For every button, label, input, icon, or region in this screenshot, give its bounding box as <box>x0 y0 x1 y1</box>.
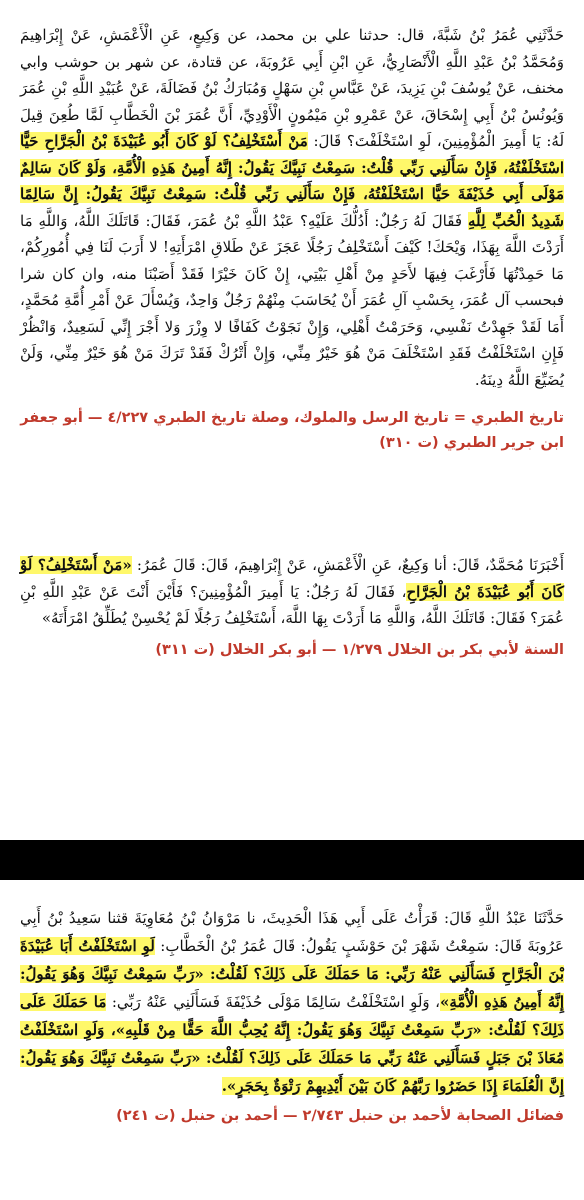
excerpt-panel-ahmad <box>0 880 584 1200</box>
source-citation: فضائل الصحابة لأحمد بن حنبل ٢/٧٤٣ — أحمد بن حنبل (ت ٢٤١) <box>116 1108 564 1124</box>
text-run: ، فَقَالَ لَهُ رَجُلٌ: يَا أَمِيرَ الْمُؤْمِنِينَ؟ فَأَيْنَ أَنْتَ عَنْ عَبْدِ اللَّهِ بْنِ عُمَرَ؟ فَقَالَ: قَاتَلَكَ اللَّهُ، وَاللَّهِ مَا أَرَدْتَ بِهَا اللَّهَ، أَسْتَخْلِفُ رَجُلًا لَمْ يُحْسِنْ يُطَلِّقُ امْرَأَتَهُ» <box>20 582 564 627</box>
highlighted-text-run: مَنْ أَسْتَخْلِفُ؟ لَوْ كَانَ أَبُو عُبَيْدَةَ بْنُ الْجَرَّاحِ حَيًّا اسْتَخْلَفْتُهُ، فَإِنْ سَأَلَنِي رَبِّي قُلْتُ: سَمِعْتُ نَبِيَّكَ يَقُولُ: إِنَّهُ أَمِينُ هَذِهِ الْأُمَّةِ، وَلَوْ كَانَ سَالِمٌ مَوْلَى أَبِي حُذَيْفَةَ حَيًّا اسْتَخْلَفْتُهُ، فَإِنْ سَأَلَنِي رَبِّي قُلْتُ: سَمِعْتُ نَبِيَّكَ يَقُولُ: إِنَّ سَالِمًا شَدِيدُ الْحُبِّ لِلَّهِ <box>20 132 564 230</box>
text-run: فَقَالَ لَهُ رَجُلٌ: أَدُلُّكَ عَلَيْهِ؟ عَبْدُ اللَّهِ بْنُ عُمَرَ، فَقَالَ: قَاتَلَكَ اللَّهُ، وَاللَّهِ مَا أَرَدْتَ اللَّهَ بِهَذَا، وَيْحَكَ! كَيْفَ أَسْتَخْلِفُ رَجُلًا عَجَزَ عَنْ طَلاقِ امْرَأَتِهِ! لا أَرَبَ لَنَا فِي أُمُورِكُمْ، مَا حَمِدْتُهَا فَأَرْغَبَ فِيهَا لأَحَدٍ مِنْ أَهْلِ بَيْتِي، إِنْ كَانَ خَيْرًا فَقَدْ أَصَبْنَا منه، وان كان شرا فبحسب آل عُمَرَ، بِحَسْبِ آلِ عُمَرَ أَنْ يُحَاسَبَ مِنْهُمْ رَجُلٌ وَاحِدٌ، وَيُسْأَلَ عَنْ أَمْرِ أُمَّةِ مُحَمَّدٍ، أَمَا لَقَدْ جَهِدْتُ نَفْسِي، وَحَرَمْتُ أَهْلِي، وَإِنْ نَجَوْتُ كَفَافًا لا وِزْرَ وَلا أَجْرَ إِنِّي لَسَعِيدٌ، وَانْظُرْ فَإِنِ اسْتَخْلَفْتُ فَقَدِ اسْتَخْلَفَ مَنْ هُوَ خَيْرٌ مِنِّي، وَإِنْ أَتْرُكْ فَقَدْ تَرَكَ مَنْ هُوَ خَيْرٌ مِنِّي، وَلَنْ يُضَيِّعَ اللَّهُ دِينَهُ. <box>20 211 564 389</box>
text-run: حَدَّثَنَا عَبْدُ اللَّهِ قَالَ: قَرَأْتُ عَلَى أَبِي هَذَا الْحَدِيثَ، نا مَرْوَانُ بْنُ مُعَاوِيَةَ قثنا سَعِيدُ بْنُ أَبِي عَرُوبَةَ قَالَ: سَمِعْتُ شَهْرَ بْنَ حَوْشَبٍ يَقُولُ: قَالَ عُمَرُ بْنُ الْخَطَّابِ: <box>20 909 564 955</box>
highlighted-text-run: مَا حَمَلَكَ عَلَى ذَلِكَ؟ لَقُلْتُ: «رَبِّ سَمِعْتُ نَبِيَّكَ وَهُوَ يَقُولُ: إِنَّهُ يُحِبُّ اللَّهَ حَقًّا مِنْ قَلْبِهِ»، وَلَوِ اسْتَخْلَفْتُ مُعَاذَ بْنَ جَبَلٍ فَسَأَلَنِي عَنْهُ رَبِّي مَا حَمَلَكَ عَلَى ذَلِكَ؟ لَقُلْتُ: «رَبِّ سَمِعْتُ نَبِيَّكَ وَهُوَ يَقُولُ: إِنَّ الْعُلَمَاءَ إِذَا حَضَرُوا رَبَّهُمْ كَانَ بَيْنَ أَيْدِيهِمْ رَتْوَةٌ بِحَجَرٍ». <box>20 993 564 1095</box>
text-run: ، وَلَوِ اسْتَخْلَفْتُ سَالِمًا مَوْلَى حُذَيْفَةَ فَسَأَلَنِي عَنْهُ رَبِّي: <box>106 993 440 1011</box>
excerpt-panel-khallal <box>0 530 584 840</box>
text-run: حَدَّثَنِي عُمَرُ بْنُ شَبَّةَ، قال: حدثنا علي بن محمد، عن وَكِيعٍ، عَنِ الْأَعْمَشِ، عَنْ إِبْرَاهِيمَ وَمُحَمَّدُ بْنُ عَبْدِ اللَّهِ الْأَنْصَارِيُّ، عَنِ ابْنِ أَبِي عَرُوبَةَ، عن قتادة، عن شهر بن حوشب وابي مخنف، عَنْ يُوسُفَ بْنِ يَزِيدَ، عَنْ عَبَّاسِ بْنِ سَهْلٍ وَمُبَارَكُ بْنُ فَضَالَةَ، عَنْ عُبَيْدِ اللَّهِ بْنِ عُمَرَ وَيُونُسُ بْنُ أَبِي إِسْحَاقَ، عَنْ عَمْرِو بْنِ مَيْمُونٍ الْأَوْدِيِّ، أَنَّ عُمَرَ بْنَ الْخَطَّابِ لَمَّا طُعِنَ قِيلَ لَهُ: يَا أَمِيرَ الْمُؤْمِنِينَ، لَوِ اسْتَخْلَفْتَ؟ قَالَ: <box>20 26 565 150</box>
source-citation: تاريخ الطبري = تاريخ الرسل والملوك، وصلة تاريخ الطبري ٤/٢٢٧ — أبو جعفر ابن جرير الطبري (ت ٣١٠) <box>20 410 564 451</box>
excerpt-text <box>0 530 584 632</box>
excerpt-text <box>0 880 584 1100</box>
source-citation: السنة لأبي بكر بن الخلال ١/٢٧٩ — أبو بكر الخلال (ت ٣١١) <box>155 641 564 658</box>
excerpt-text <box>0 0 584 393</box>
highlighted-text-run: «مَنْ أَسْتَخْلِفُ؟ لَوْ كَانَ أَبُو عُبَيْدَةَ بْنُ الْجَرَّاحِ <box>20 556 564 601</box>
excerpt-panel-tabari <box>0 0 584 530</box>
highlighted-text-run: لَوِ اسْتَخْلَفْتُ أَبَا عُبَيْدَةَ بْنَ الْجَرَّاحِ فَسَأَلَنِي عَنْهُ رَبِّي: مَا حَمَلَكَ عَلَى ذَلِكَ؟ لَقُلْتُ: «رَبِّ سَمِعْتُ نَبِيَّكَ وَهُوَ يَقُولُ: إِنَّهُ أَمِينُ هَذِهِ الْأُمَّةِ» <box>20 937 564 1011</box>
text-run: أَخْبَرَنَا مُحَمَّدٌ، قَالَ: أنا وَكِيعٌ، عَنِ الْأَعْمَشِ، عَنْ إِبْرَاهِيمَ، قَالَ: قَالَ عُمَرُ: <box>131 556 564 574</box>
